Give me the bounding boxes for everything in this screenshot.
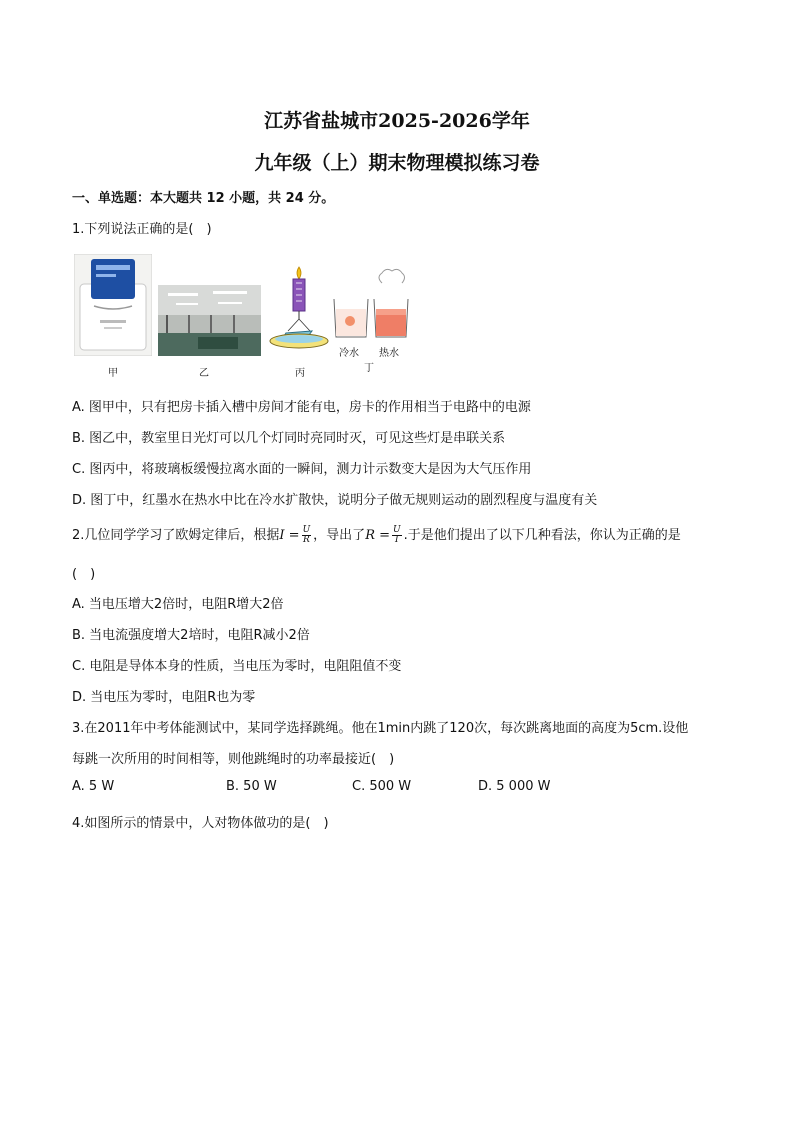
figure-label-hot-water: 热水 bbox=[379, 348, 399, 359]
q1-option-b: B. 图乙中，教室里日光灯可以几个灯同时亮同时灭，可见这些灯是串联关系 bbox=[72, 431, 506, 446]
formula-resistance-denominator: I bbox=[395, 535, 399, 545]
figure-ding-beakers bbox=[330, 265, 410, 341]
figure-caption-jia: 甲 bbox=[108, 368, 118, 379]
q3-option-b: B. 50 W bbox=[226, 779, 277, 794]
formula-resistance-lhs: R = bbox=[365, 528, 391, 543]
formula-ohm-fraction bbox=[302, 526, 312, 545]
q1-stem: 1.下列说法正确的是( ) bbox=[72, 222, 212, 237]
q1-option-d: D. 图丁中，红墨水在热水中比在冷水扩散快，说明分子做无规则运动的剧烈程度与温度有关 bbox=[72, 493, 598, 508]
figure-yi-classroom-lights bbox=[158, 285, 261, 356]
formula-ohm-denominator: R bbox=[302, 535, 310, 545]
q3-stem-line1: 3.在2011年中考体能测试中，某同学选择跳绳。他在1min内跳了120次，每次跳离地面的高度为5cm.设他 bbox=[72, 721, 689, 736]
figure-label-cold-water: 冷水 bbox=[339, 348, 359, 359]
formula-ohm-lhs: I = bbox=[279, 528, 300, 543]
section-heading: 一、单选题：本大题共 12 小题，共 24 分。 bbox=[72, 191, 335, 206]
q2-option-c: C. 电阻是导体本身的性质，当电压为零时，电阻阻值不变 bbox=[72, 659, 402, 674]
q2-option-b: B. 当电流强度增大2培时，电阻R减小2倍 bbox=[72, 628, 310, 643]
q2-stem-end: ( ) bbox=[72, 567, 96, 582]
q3-option-a: A. 5 W bbox=[72, 779, 115, 794]
q1-option-c: C. 图丙中，将玻璃板缓慢拉离水面的一瞬间，测力计示数变大是因为大气压作用 bbox=[72, 462, 532, 477]
figure-caption-yi: 乙 bbox=[199, 368, 209, 379]
q2-stem bbox=[72, 524, 681, 545]
q2-stem-part-b: ，导出了 bbox=[313, 528, 366, 543]
q2-stem-part-a: 2.几位同学学习了欧姆定律后，根据 bbox=[72, 528, 280, 543]
formula-resistance-numerator: U bbox=[393, 525, 401, 535]
q4-stem: 4.如图所示的情景中，人对物体做功的是( ) bbox=[72, 816, 329, 831]
exam-title-line2: 九年级（上）期末物理模拟练习卷 bbox=[254, 152, 540, 174]
q2-option-a: A. 当电压增大2倍时，电阻R增大2倍 bbox=[72, 597, 284, 612]
formula-ohm-numerator: U bbox=[302, 525, 311, 535]
figure-jia-room-card bbox=[74, 254, 152, 356]
q2-option-d: D. 当电压为零时，电阻R也为零 bbox=[72, 690, 256, 705]
q3-option-d: D. 5 000 W bbox=[478, 779, 551, 794]
figure-caption-bing: 丙 bbox=[295, 368, 305, 379]
q3-stem-line2: 每跳一次所用的时间相等，则他跳绳时的功率最接近( ) bbox=[72, 752, 395, 767]
exam-title-line1: 江苏省盐城市2025-2026学年 bbox=[264, 110, 530, 132]
q2-stem-part-c: .于是他们提出了以下几种看法，你认为正确的是 bbox=[403, 528, 681, 543]
figure-caption-ding: 丁 bbox=[364, 363, 374, 374]
q3-option-c: C. 500 W bbox=[352, 779, 412, 794]
formula-resistance-fraction bbox=[392, 526, 402, 545]
figure-bing-spring-scale bbox=[268, 265, 330, 357]
q1-option-a: A. 图甲中，只有把房卡插入槽中房间才能有电，房卡的作用相当于电路中的电源 bbox=[72, 400, 531, 415]
